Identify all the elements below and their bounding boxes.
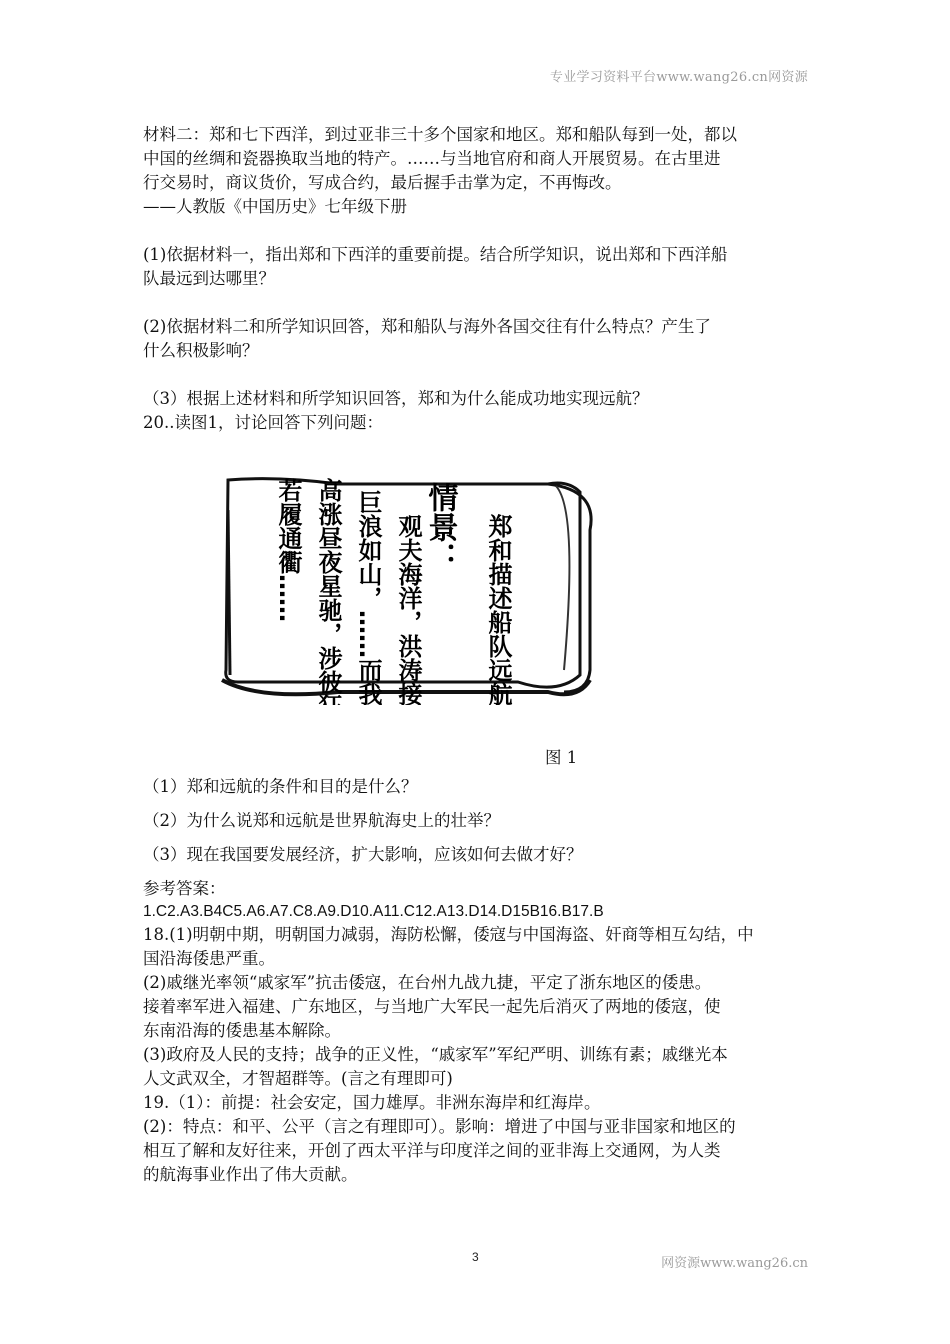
- scroll-illustration: [218, 470, 598, 705]
- material2-source: ——人教版《中国历史》七年级下册: [143, 197, 407, 216]
- a19-line: 19.（1）：前提：社会安定，国力雄厚。非洲东海岸和红海岸。: [143, 1093, 601, 1112]
- q19-3: （3）根据上述材料和所学知识回答，郑和为什么能成功地实现远航？: [143, 389, 649, 408]
- figure-col-1: 情景：: [422, 482, 458, 572]
- mc-answers: 1.C2.A3.B4C5.A6.A7.C8.A9.D10.A11.C12.A13.D14.D15B16.B17.B: [143, 903, 604, 920]
- material2-line: 材料二：郑和七下西洋，到过亚非三十多个国家和地区。郑和船队每到一处，都以: [143, 125, 737, 144]
- answers-section: [143, 775, 813, 1187]
- material2-line: 行交易时，商议货价，写成合约，最后握手击掌为定，不再悔改。: [143, 173, 622, 192]
- q20-question-2: （2）为什么说郑和远航是世界航海史上的壮举？: [143, 811, 500, 830]
- q19-1-line: (1)依据材料一，指出郑和下西洋的重要前提。结合所学知识，说出郑和下西洋船: [143, 245, 728, 264]
- page-header: 专业学习资料平台www.wang26.cn网资源: [549, 70, 808, 85]
- material2-line: 中国的丝绸和瓷器换取当地的特产。……与当地官府和商人开展贸易。在古里进: [143, 149, 721, 168]
- figure-caption: 图 1: [545, 748, 578, 767]
- q19-1-line: 队最远到达哪里？: [143, 269, 275, 288]
- figure-col-4: 巨浪如山，……而我之云帆: [354, 490, 382, 705]
- a18-line: (3)政府及人民的支持；战争的正义性，“戚家军”军纪严明、训练有素；戚继光本: [143, 1045, 728, 1064]
- scroll-left-edge: [228, 510, 230, 675]
- a18-line: 人文武双全，才智超群等。(言之有理即可): [143, 1069, 453, 1088]
- a18-line: 国沿海倭患严重。: [143, 949, 275, 968]
- figure-col-2: 郑和描述船队远航的: [484, 514, 512, 705]
- answers-title: 参考答案：: [143, 879, 226, 898]
- scroll-figure: [218, 470, 598, 705]
- a18-line: (2)戚继光率领“戚家军”抗击倭寇，在台州九战九捷，平定了浙东地区的倭患。: [143, 973, 712, 992]
- a18-line: 东南沿海的倭患基本解除。: [143, 1021, 341, 1040]
- a18-line: 接着率军进入福建、广东地区，与当地广大军民一起先后消灭了两地的倭寇，使: [143, 997, 721, 1016]
- q20-question-3: （3）现在我国要发展经济，扩大影响，应该如何去做才好？: [143, 845, 583, 864]
- a19-line: 的航海事业作出了伟大贡献。: [143, 1165, 358, 1184]
- a19-line: 相互了解和友好往来，开创了西太平洋与印度洋之间的亚非海上交通网，为人类: [143, 1141, 721, 1160]
- a18-line: 18.(1)明朝中期，明朝国力减弱，海防松懈，倭寇与中国海盗、奸商等相互勾结，中: [143, 925, 754, 944]
- figure-col-6: 若履通衢……: [274, 478, 302, 622]
- question-section: [143, 123, 813, 435]
- a19-line: (2)：特点：和平、公平（言之有理即可）。影响：增进了中国与亚非国家和地区的: [143, 1117, 736, 1136]
- q19-2-line: 什么积极影响？: [143, 341, 259, 360]
- page-footer: 网资源www.wang26.cn: [661, 1256, 808, 1271]
- q20-intro: 20..读图1，讨论回答下列问题：: [143, 413, 383, 432]
- figure-col-5: 高涨昼夜星驰，涉彼狂澜，: [314, 478, 342, 705]
- figure-col-3: 观夫海洋，洪涛接天，: [394, 514, 422, 705]
- page-number: 3: [472, 1250, 479, 1264]
- q19-2-line: (2)依据材料二和所学知识回答，郑和船队与海外各国交往有什么特点？产生了: [143, 317, 711, 336]
- q20-question-1: （1）郑和远航的条件和目的是什么？: [143, 777, 418, 796]
